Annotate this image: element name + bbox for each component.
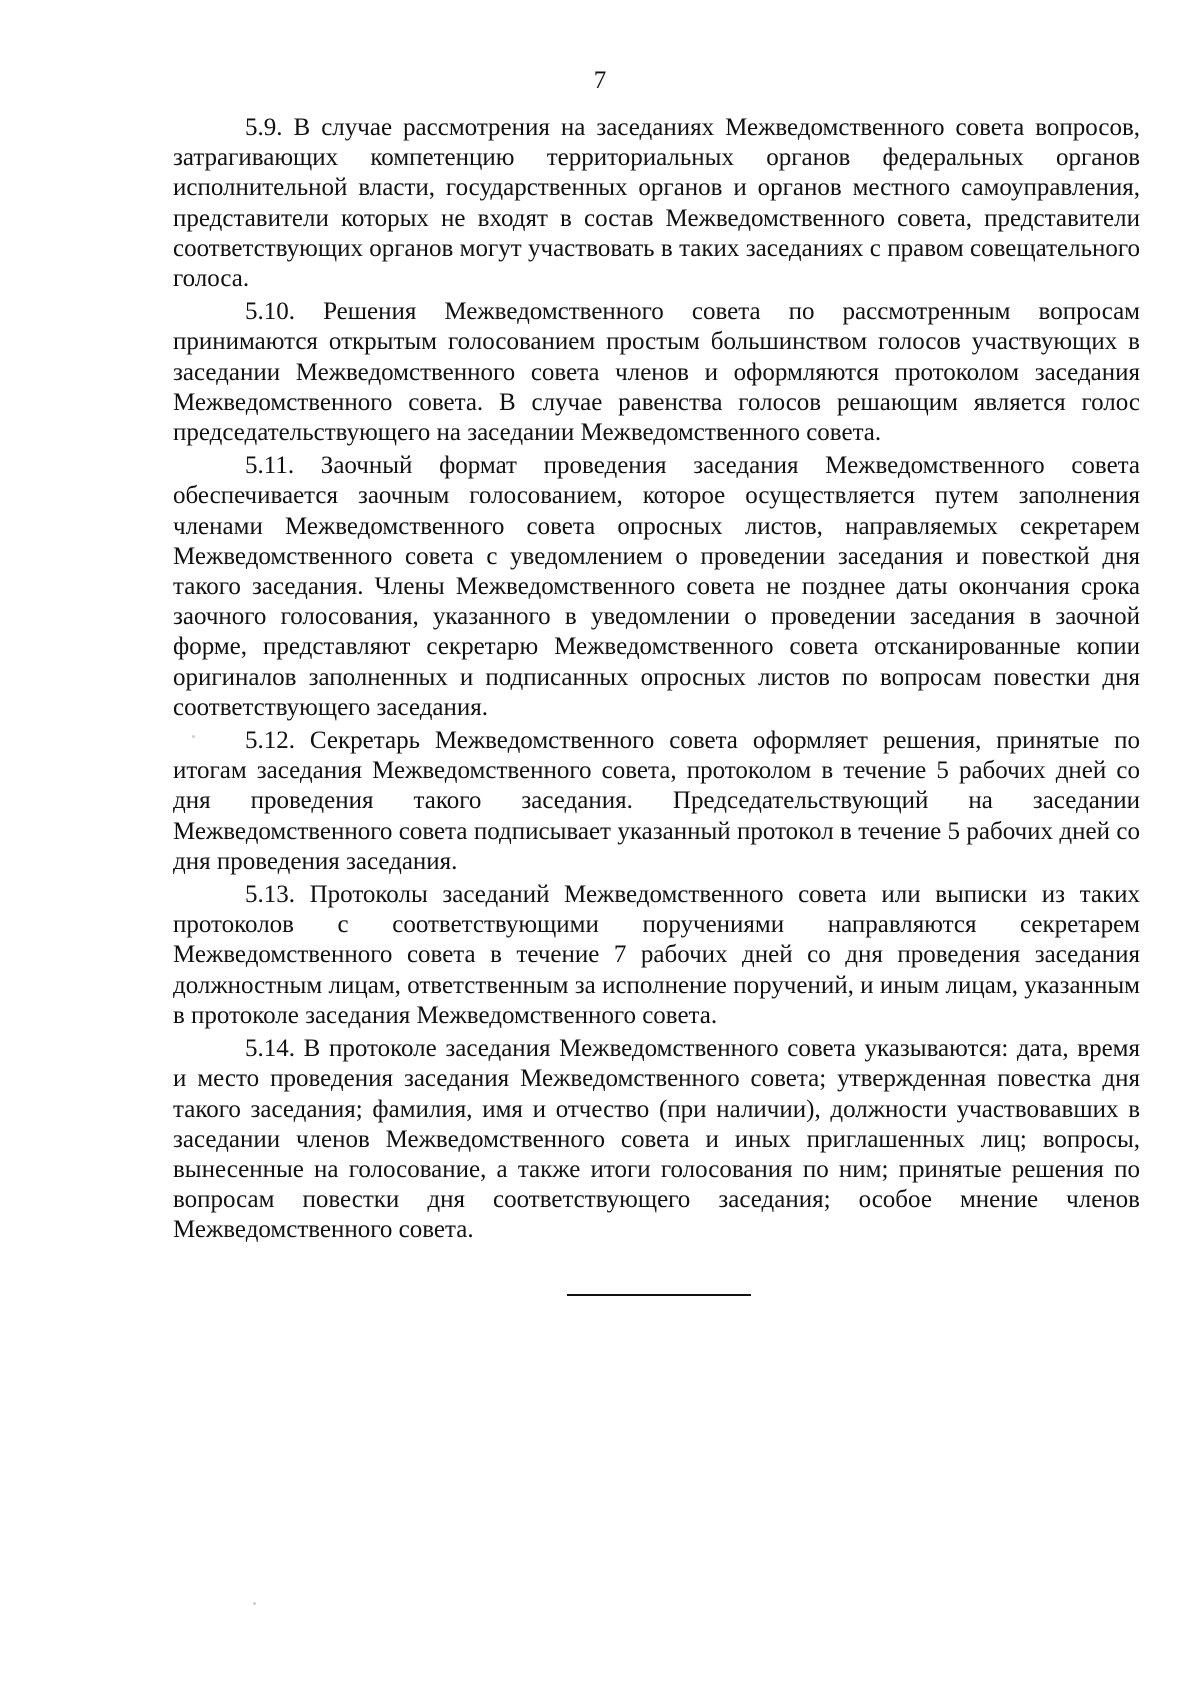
scan-speck (192, 735, 195, 738)
paragraph-5-10 (173, 297, 1140, 448)
paragraph-number: 5.13. (245, 881, 295, 909)
page-number: 7 (593, 67, 607, 94)
paragraph-5-14 (173, 1034, 1140, 1245)
end-of-document-rule (567, 1294, 751, 1296)
paragraph-text: В случае рассмотрения на заседаниях Межведомственного совета вопросов, затрагивающих компетенцию территориальных органов федеральных органов исполнительной власти, государственных органов и органов местного самоуправления, представители которых не входят в состав Межведомственного совета, представители соответствующих органов могут участвовать в таких заседаниях с правом совещательного голоса. (173, 114, 1141, 293)
paragraph-number: 5.11. (245, 452, 295, 480)
paragraph-text: Секретарь Межведомственного совета оформляет решения, принятые по итогам заседания Межведомственного совета, протоколом в течение 5 рабочих дней со дня проведения такого заседания. Председательствующий на заседании Межведомственного совета подписывает указанный протокол в течение 5 рабочих дней со дня проведения заседания. (173, 727, 1140, 875)
paragraph-text: Протоколы заседаний Межведомственного совета или выписки из таких протоколов с соответствующими поручениями направляются секретарем Межведомственного совета в течение 7 рабочих дней со дня проведения заседания должностным лицам, ответственным за исполнение поручений, и иным лицам, указанным в протоколе заседания Межведомственного совета. (173, 881, 1140, 1029)
scan-speck (253, 1602, 256, 1605)
paragraph-number: 5.12. (245, 727, 295, 755)
paragraph-number: 5.9. (245, 114, 283, 141)
paragraph-number: 5.14. (245, 1035, 295, 1063)
paragraph-5-12 (173, 726, 1140, 877)
paragraph-text: Заочный формат проведения заседания Межведомственного совета обеспечивается заочным голосованием, которое осуществляется путем заполнения членами Межведомственного совета опросных листов, направляемых секретарем Межведомственного совета с уведомлением о проведении заседания и повесткой дня такого заседания. Члены Межведомственного совета не позднее даты окончания срока заочного голосования, указанного в уведомлении о проведении заседания в заочной форме, представляют секретарю Межведомственного совета отсканированные копии оригиналов заполненных и подписанных опросных листов по вопросам повестки дня соответствующего заседания. (173, 452, 1140, 721)
paragraph-5-13 (173, 880, 1140, 1031)
paragraph-5-9 (173, 113, 1140, 294)
paragraph-text: В протоколе заседания Межведомственного совета указываются: дата, время и место проведения заседания Межведомственного совета; утвержденная повестка дня такого заседания; фамилия, имя и отчество (при наличии), должности участвовавших в заседании членов Межведомственного совета и иных приглашенных лиц; вопросы, вынесенные на голосование, а также итоги голосования по ним; принятые решения по вопросам повестки дня соответствующего заседания; особое мнение членов Межведомственного совета. (173, 1035, 1140, 1244)
document-body (173, 113, 1140, 1249)
paragraph-text: Решения Межведомственного совета по рассмотренным вопросам принимаются открытым голосованием простым большинством голосов участвующих в заседании Межведомственного совета членов и оформляются протоколом заседания Межведомственного совета. В случае равенства голосов решающим является голос председательствующего на заседании Межведомственного совета. (173, 298, 1141, 447)
paragraph-5-11 (173, 451, 1140, 723)
paragraph-number: 5.10. (245, 298, 295, 326)
